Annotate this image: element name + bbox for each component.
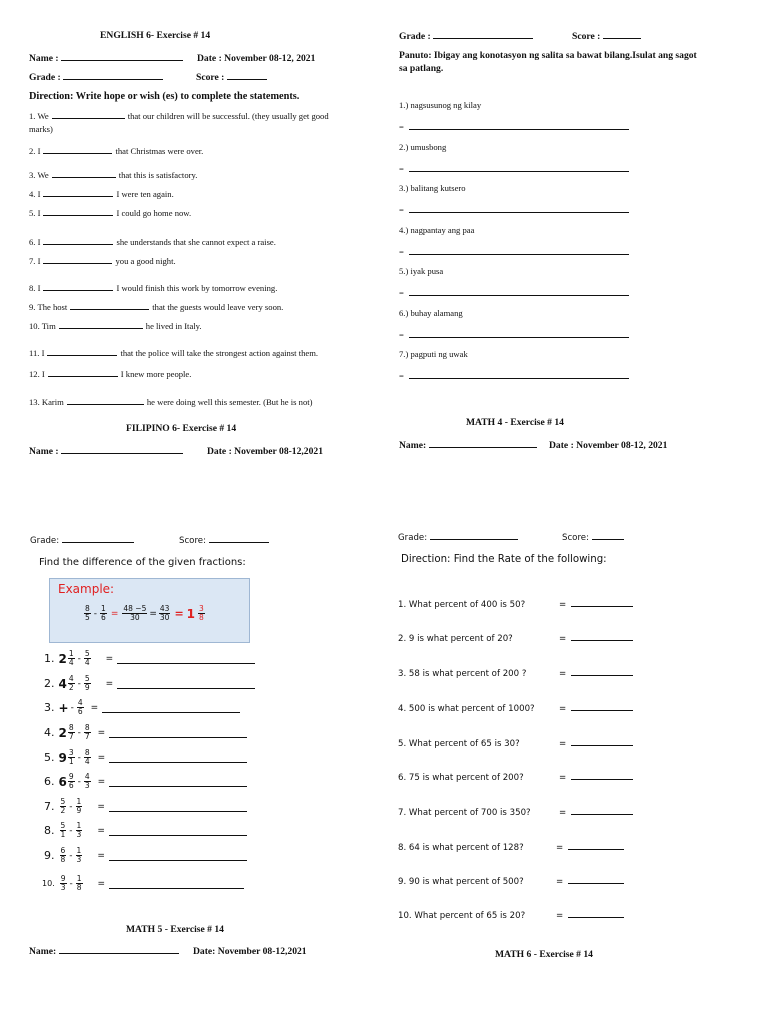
fraction-b: [84, 675, 91, 692]
fraction-a-numerator: 9: [60, 874, 66, 883]
rate-question: 10. What percent of 65 is 20?: [398, 911, 526, 921]
whole-number: 9: [58, 750, 67, 765]
english-item-text: he lived in Italy.: [145, 321, 202, 331]
fraction-a-numerator: 6: [60, 846, 66, 855]
fraction-b-numerator: 1: [76, 821, 82, 830]
filipino-item: 7.) pagputi ng uwak: [399, 349, 468, 359]
item-number: 6.: [44, 775, 55, 788]
english-item: [29, 348, 318, 358]
english-item-continued: marks): [29, 124, 53, 134]
english-item-prefix: 13. Karim: [29, 397, 64, 407]
whole-number: 6: [58, 774, 67, 789]
math5-score-row: [562, 533, 624, 543]
fraction-b: [84, 650, 91, 667]
fraction-a-denominator: 4: [68, 658, 74, 667]
fraction-b-denominator: 3: [76, 830, 82, 839]
fraction-item: [44, 749, 247, 766]
item-number: 10.: [42, 879, 55, 888]
example-expression: $\frac{8}{5}$ - $\frac{1}{6}$ = $\frac{48 -5}{30}$ = $\frac{43}{30}$ = 1 $\frac{3}{8}$: [85, 604, 204, 622]
fraction-a-denominator: 3: [60, 883, 66, 892]
answer-blank[interactable]: [571, 605, 633, 607]
english-score-row: [196, 72, 267, 83]
fraction-item: [44, 675, 255, 692]
rate-question: 9. 90 is what percent of 500?: [398, 877, 524, 887]
equals-sign: =: [559, 773, 567, 783]
filipino-score-label: Score :: [572, 31, 601, 42]
english-item: [29, 208, 191, 218]
rate-question: 7. What percent of 700 is 350?: [398, 808, 531, 818]
answer-blank[interactable]: [409, 377, 629, 379]
filipino-answer-row: [399, 205, 629, 215]
example-frac-2: $\frac{1}{6}$: [101, 604, 106, 622]
english-item-prefix: 2. I: [29, 146, 41, 156]
equals-sign: =: [105, 678, 114, 689]
math4-title: MATH 4 - Exercise # 14: [466, 417, 564, 428]
rate-question: 8. 64 is what percent of 128?: [398, 843, 524, 853]
answer-blank[interactable]: [409, 170, 629, 172]
math5-name-field[interactable]: [59, 952, 179, 954]
equals-sign: =: [556, 877, 564, 887]
item-number: 9.: [44, 849, 55, 862]
fraction-b: [77, 699, 84, 716]
fraction-a-numerator: 9: [68, 772, 74, 781]
filipino-answer-row: [399, 330, 629, 340]
answer-blank[interactable]: [43, 152, 112, 154]
english-item-text: that Christmas were over.: [115, 146, 204, 156]
whole-number: 4: [58, 676, 67, 691]
filipino-answer-row: [399, 164, 629, 174]
fraction-a-denominator: 2: [68, 683, 74, 692]
filipino-direction-line-1: Panuto: Ibigay ang konotasyon ng salita sa bawat bilang.Isulat ang sagot: [399, 50, 697, 61]
fraction-a-denominator: 6: [68, 781, 74, 790]
equals-sign: =: [399, 371, 404, 381]
math5-name-row: [29, 946, 179, 957]
rate-answer-row: [556, 877, 624, 887]
fraction-b: [84, 749, 91, 766]
english-grade-field[interactable]: [63, 78, 163, 80]
rate-question: 3. 58 is what percent of 200 ?: [398, 669, 527, 679]
english-date: Date : November 08-12, 2021: [197, 53, 316, 64]
fraction-a: [60, 847, 67, 864]
example-result-frac: $\frac{3}{8}$: [199, 604, 204, 622]
item-number: 5.: [44, 751, 55, 764]
filipino-title: FILIPINO 6- Exercise # 14: [126, 423, 237, 434]
answer-blank[interactable]: [571, 709, 633, 711]
minus-sign: -: [69, 878, 73, 889]
english-score-field[interactable]: [227, 78, 267, 80]
fraction-b-numerator: 1: [76, 846, 82, 855]
answer-blank[interactable]: [409, 336, 629, 338]
fraction-a-numerator: 4: [68, 674, 74, 683]
fraction-b-denominator: 4: [84, 658, 90, 667]
equals-sign: =: [90, 702, 99, 713]
equals-sign: =: [105, 653, 114, 664]
rate-answer-row: [556, 843, 624, 853]
answer-blank[interactable]: [571, 674, 633, 676]
fraction-a-denominator: 7: [68, 732, 74, 741]
answer-blank[interactable]: [409, 211, 629, 213]
equals-sign: =: [559, 600, 567, 610]
english-item-text: he were doing well this semester. (But he is not): [146, 397, 313, 407]
item-number: 3.: [44, 701, 55, 714]
answer-blank[interactable]: [48, 375, 118, 377]
english-item: [29, 302, 283, 312]
equals-sign: =: [97, 825, 105, 836]
fraction-b-denominator: 8: [76, 883, 82, 892]
english-item-prefix: 10. Tim: [29, 321, 56, 331]
filipino-grade-label: Grade :: [399, 31, 431, 42]
fraction-item: [44, 798, 247, 815]
english-item-prefix: 6. I: [29, 237, 41, 247]
equals-sign: =: [559, 634, 567, 644]
filipino-direction-line-2: sa patlang.: [399, 63, 444, 74]
math5-score-field[interactable]: [592, 538, 624, 540]
english-title: ENGLISH 6- Exercise # 14: [100, 30, 211, 41]
english-grade-label: Grade :: [29, 72, 61, 83]
english-item-prefix: 4. I: [29, 189, 41, 199]
minus-sign: -: [69, 850, 73, 861]
whole-number: +: [58, 700, 69, 715]
fraction-b-numerator: 8: [84, 723, 90, 732]
item-number: 4.: [44, 726, 55, 739]
math5-grade-field[interactable]: [430, 538, 518, 540]
answer-blank[interactable]: [568, 848, 624, 850]
answer-blank[interactable]: [43, 214, 113, 216]
english-item-prefix: 12. I: [29, 369, 45, 379]
english-item-text: that the guests would leave very soon.: [152, 302, 284, 312]
fraction-a: [60, 822, 67, 839]
english-item-prefix: 8. I: [29, 283, 41, 293]
math4-score-row: [179, 536, 269, 546]
fraction-b-numerator: 4: [84, 772, 90, 781]
filipino-grade-field[interactable]: [433, 37, 533, 39]
answer-blank[interactable]: [43, 243, 113, 245]
rate-answer-row: [559, 739, 633, 749]
filipino-name-field[interactable]: [61, 452, 183, 454]
equals-sign: =: [97, 727, 106, 738]
fraction-b-numerator: 8: [84, 748, 90, 757]
fraction-b-numerator: 1: [76, 797, 82, 806]
fraction-a: [68, 650, 75, 667]
rate-answer-row: [559, 704, 633, 714]
example-frac-1: $\frac{8}{5}$: [85, 604, 90, 622]
fraction-a-denominator: 1: [60, 830, 66, 839]
answer-blank[interactable]: [409, 294, 629, 296]
fraction-b-numerator: 5: [84, 674, 90, 683]
math6-title: MATH 6 - Exercise # 14: [495, 949, 593, 960]
math4-date: Date : November 08-12, 2021: [549, 440, 668, 451]
equals-sign: =: [559, 669, 567, 679]
answer-blank[interactable]: [409, 253, 629, 255]
fraction-b: [84, 773, 91, 790]
english-item-text: that this is satisfactory.: [118, 170, 198, 180]
english-item-prefix: 3. We: [29, 170, 49, 180]
math5-direction: Direction: Find the Rate of the following:: [401, 554, 607, 565]
english-item-prefix: 11. I: [29, 348, 45, 358]
rate-answer-row: [559, 773, 633, 783]
english-direction: Direction: Write hope or wish (es) to complete the statements.: [29, 91, 300, 102]
rate-question: 1. What percent of 400 is 50?: [398, 600, 526, 610]
english-item-text: you a good night.: [115, 256, 176, 266]
filipino-name-label: Name :: [29, 446, 59, 457]
minus-sign: -: [69, 825, 73, 836]
english-item: [29, 170, 197, 180]
fraction-a-denominator: 1: [68, 757, 74, 766]
minus-sign: -: [77, 727, 81, 738]
equals-sign: =: [97, 776, 106, 787]
fraction-item: [44, 773, 247, 790]
equals-sign: =: [556, 911, 564, 921]
answer-blank[interactable]: [43, 289, 113, 291]
fraction-b-denominator: 3: [84, 781, 90, 790]
answer-blank[interactable]: [67, 403, 144, 405]
fraction-b-denominator: 6: [77, 707, 83, 716]
answer-blank[interactable]: [117, 662, 255, 664]
fraction-b-numerator: 1: [76, 874, 82, 883]
english-item: [29, 146, 203, 156]
answer-blank[interactable]: [102, 711, 240, 713]
english-item-text: I knew more people.: [120, 369, 192, 379]
equals-sign: =: [399, 247, 404, 257]
minus-sign: -: [77, 776, 81, 787]
fraction-b-denominator: 4: [84, 757, 90, 766]
math5-grade-row: [398, 533, 518, 543]
english-item-text: I were ten again.: [116, 189, 174, 199]
math4-score-field[interactable]: [209, 541, 269, 543]
fraction-item: [44, 847, 247, 864]
example-result-whole: 1: [186, 606, 196, 621]
fraction-a-numerator: 3: [68, 748, 74, 757]
english-item-text: she understands that she cannot expect a raise.: [116, 237, 276, 247]
fraction-a: [68, 749, 75, 766]
item-number: 8.: [44, 824, 55, 837]
fraction-a-numerator: 8: [68, 723, 74, 732]
answer-blank[interactable]: [571, 744, 633, 746]
example-frac-4: $\frac{43}{30}$: [159, 604, 170, 622]
answer-blank[interactable]: [59, 327, 143, 329]
answer-blank[interactable]: [52, 176, 116, 178]
filipino-answer-row: [399, 371, 629, 381]
fraction-a-numerator: 1: [68, 649, 74, 658]
filipino-item: 4.) nagpantay ang paa: [399, 225, 475, 235]
math5-grade-label: Grade:: [398, 533, 428, 543]
whole-number: 2: [58, 725, 67, 740]
math5-title: MATH 5 - Exercise # 14: [126, 924, 224, 935]
example-frac-3: $\frac{48 -5}{30}$: [123, 604, 147, 622]
minus-sign: -: [69, 801, 73, 812]
fraction-a: [60, 798, 67, 815]
example-label: Example:: [58, 582, 115, 596]
english-item: [29, 397, 313, 407]
answer-blank[interactable]: [109, 761, 247, 763]
answer-blank[interactable]: [571, 639, 633, 641]
english-item-text: that our children will be successful. (they usually get good: [127, 111, 329, 121]
filipino-date: Date : November 08-12,2021: [207, 446, 323, 457]
math5-score-label: Score:: [562, 533, 589, 543]
answer-blank[interactable]: [70, 308, 149, 310]
answer-blank[interactable]: [568, 916, 624, 918]
filipino-answer-row: [399, 122, 629, 132]
fraction-b-denominator: 3: [76, 855, 82, 864]
fraction-b-denominator: 7: [84, 732, 90, 741]
math4-grade-field[interactable]: [62, 541, 134, 543]
filipino-direction: [399, 50, 697, 74]
answer-blank[interactable]: [109, 859, 247, 861]
fraction-a: [60, 875, 67, 892]
answer-blank[interactable]: [571, 813, 633, 815]
fraction-b-numerator: 4: [77, 698, 83, 707]
fraction-item: [44, 699, 240, 716]
rate-answer-row: [556, 911, 624, 921]
rate-question: 4. 500 is what percent of 1000?: [398, 704, 535, 714]
math5-name-label: Name:: [29, 946, 57, 957]
equals-sign: =: [399, 288, 404, 298]
answer-blank[interactable]: [109, 785, 247, 787]
answer-blank[interactable]: [409, 128, 629, 130]
fraction-a-denominator: 2: [60, 806, 66, 815]
english-grade-row: [29, 72, 163, 83]
minus-sign: -: [77, 752, 81, 763]
equals-sign: =: [556, 843, 564, 853]
filipino-item: 2.) umusbong: [399, 142, 447, 152]
english-name-row: [29, 53, 183, 64]
item-number: 7.: [44, 800, 55, 813]
equals-sign: =: [97, 878, 106, 889]
equals-sign: =: [559, 808, 567, 818]
math4-name-label: Name:: [399, 440, 427, 451]
item-number: 2.: [44, 677, 55, 690]
math4-direction: Find the difference of the given fractions:: [39, 557, 246, 568]
rate-answer-row: [559, 600, 633, 610]
fraction-b: [76, 875, 83, 892]
equals-sign: =: [399, 122, 404, 132]
fraction-a-numerator: 5: [60, 821, 66, 830]
answer-blank[interactable]: [117, 687, 255, 689]
equals-sign: =: [559, 704, 567, 714]
minus-sign: -: [77, 678, 81, 689]
fraction-a: [68, 675, 75, 692]
english-item: [29, 321, 202, 331]
answer-blank[interactable]: [109, 834, 247, 836]
equals-sign: =: [97, 752, 106, 763]
rate-question: 2. 9 is what percent of 20?: [398, 634, 513, 644]
english-item: [29, 283, 277, 293]
math4-name-field[interactable]: [429, 446, 537, 448]
filipino-score-row: [572, 31, 641, 42]
fraction-item: [42, 875, 244, 892]
fraction-item: [44, 650, 255, 667]
english-item-text: that the police will take the strongest action against them.: [120, 348, 319, 358]
math5-date: Date: November 08-12,2021: [193, 946, 307, 957]
fraction-b: [76, 847, 83, 864]
english-name-field[interactable]: [61, 59, 183, 61]
english-item-prefix: 1. We: [29, 111, 49, 121]
item-number: 1.: [44, 652, 55, 665]
answer-blank[interactable]: [568, 882, 624, 884]
filipino-item: 6.) buhay alamang: [399, 308, 463, 318]
fraction-a-numerator: 5: [60, 797, 66, 806]
equals-sign: =: [399, 164, 404, 174]
english-item-prefix: 9. The host: [29, 302, 68, 312]
example-box: [49, 578, 250, 643]
english-item: [29, 111, 329, 121]
minus-sign: -: [70, 702, 74, 713]
filipino-name-row: [29, 446, 183, 457]
rate-question: 6. 75 is what percent of 200?: [398, 773, 524, 783]
minus-sign: -: [77, 653, 81, 664]
english-item: [29, 369, 191, 379]
fraction-a-denominator: 8: [60, 855, 66, 864]
math4-name-row: [399, 440, 537, 451]
english-item-text: I could go home now.: [116, 208, 192, 218]
english-item: [29, 189, 174, 199]
fraction-item: [44, 724, 247, 741]
answer-blank[interactable]: [47, 354, 117, 356]
math4-grade-row: [30, 536, 134, 546]
english-name-label: Name :: [29, 53, 59, 64]
filipino-grade-row: [399, 31, 533, 42]
equals-sign: =: [97, 850, 105, 861]
filipino-item: 3.) balitang kutsero: [399, 183, 466, 193]
filipino-answer-row: [399, 288, 629, 298]
equals-sign: =: [399, 330, 404, 340]
answer-blank[interactable]: [109, 810, 247, 812]
filipino-item: 5.) iyak pusa: [399, 266, 444, 276]
english-item: [29, 237, 276, 247]
fraction-b: [76, 798, 83, 815]
answer-blank[interactable]: [109, 736, 247, 738]
fraction-b: [76, 822, 83, 839]
equals-sign: =: [559, 739, 567, 749]
equals-sign: =: [97, 801, 105, 812]
fraction-b: [84, 724, 91, 741]
english-item: [29, 256, 176, 266]
rate-question: 5. What percent of 65 is 30?: [398, 739, 520, 749]
filipino-item: 1.) nagsusunog ng kilay: [399, 100, 482, 110]
math4-grade-label: Grade:: [30, 536, 60, 546]
answer-blank[interactable]: [571, 778, 633, 780]
fraction-a: [68, 724, 75, 741]
english-item-prefix: 7. I: [29, 256, 41, 266]
fraction-b-numerator: 5: [84, 649, 90, 658]
fraction-item: [44, 822, 247, 839]
filipino-answer-row: [399, 247, 629, 257]
equals-sign: =: [399, 205, 404, 215]
answer-blank[interactable]: [43, 262, 112, 264]
rate-answer-row: [559, 634, 633, 644]
answer-blank[interactable]: [43, 195, 113, 197]
rate-answer-row: [559, 669, 633, 679]
english-item-text: I would finish this work by tomorrow evening.: [116, 283, 278, 293]
fraction-a: [68, 773, 75, 790]
rate-answer-row: [559, 808, 633, 818]
english-item-prefix: 5. I: [29, 208, 41, 218]
answer-blank[interactable]: [52, 117, 125, 119]
fraction-b-denominator: 9: [84, 683, 90, 692]
answer-blank[interactable]: [109, 887, 244, 889]
whole-number: 2: [58, 651, 67, 666]
filipino-score-field[interactable]: [603, 37, 641, 39]
english-score-label: Score :: [196, 72, 225, 83]
math4-score-label: Score:: [179, 536, 206, 546]
fraction-b-denominator: 9: [76, 806, 82, 815]
